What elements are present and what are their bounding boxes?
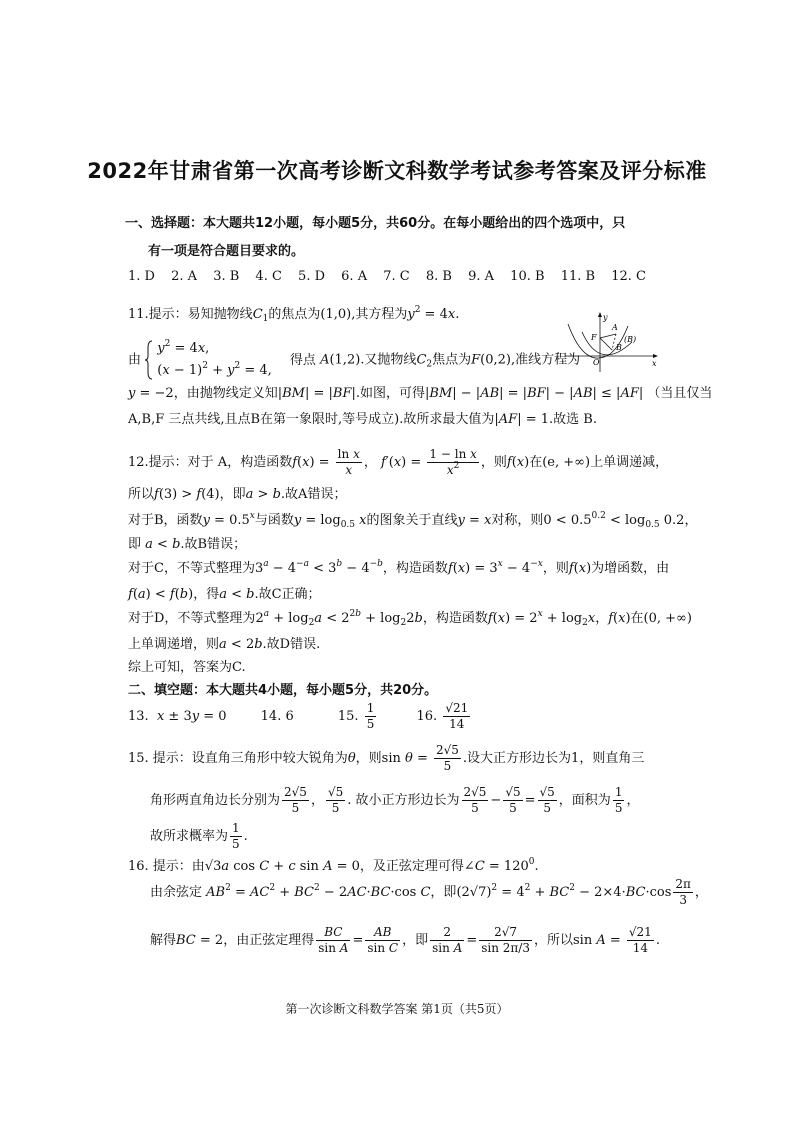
section2-header: 二、填空题：本大题共4小题，每小题5分，共20分。 [128,683,438,698]
hint15-line1: 15. 提示：设直角三角形中较大锐角为θ，则sin θ = $\frac{2√5}{5}$ .设大正方形边长为1，则直角三 [128,743,645,773]
fig-label-f: F [591,333,597,342]
hint11-line1: 11.提示：易知抛物线$C_1$的焦点为(1,0),其方程为$y^2 = 4x$. [128,305,460,324]
choice-answers [128,268,658,286]
fig-label-o: O [593,358,600,367]
hint16-line1: 16. 提示：由√3a cos C + c sin A = 0，及正弦定理可得∠C = $120^0$. [128,857,539,874]
hint12-line7: 对于D，不等式整理为$2^a + \log_2a < 2^{2b} + \log_22b$，构造函数$f(x) = 2^x + \log_2x$，f(x)在(0, +∞) [128,609,692,628]
page-title: 2022年甘肃省第一次高考诊断文科数学考试参考答案及评分标准 [87,159,707,183]
hint16-line2: 由余弦定 $AB^2 = AC^2 + BC^2 - 2AC\cdot BC\cdot\cos$ C，即$(2√7)^2 = 4^2 + BC^2 - 2\times 4\cdot BC\cdot\cos$ $\frac{2\pi}{3}$ ， [150,877,708,907]
hint15-line3: 故所求概率为 $\frac{1}{5}$ . [150,821,248,851]
answer-3: 3. B [213,269,240,284]
hint12-line6: f(a) < f(b)，得a < b.故C正确； [128,587,321,602]
answer-12: 12. C [611,269,646,284]
parabola-figure [560,312,660,374]
hint15-line2: 角形两直角边长分别为 $\frac{2√5}{5}$ ， $\frac{√5}{5}$ . 故小正方形边长为 $\frac{2√5}{5}$ − $\frac{√5}{5}$ = $\frac{√5}{5}$ ，面积为 $\frac{1}{5}$ ， [150,785,640,815]
answer-8: 8. B [425,269,452,284]
fig-label-a: A [612,323,618,332]
hint11-line4: A,B,F 三点共线,且点B在第一象限时,等号成立).故所求最大值为|AF| = 1.故选 B. [128,412,597,427]
hint12-line4: 即 a < b.故B错误； [128,537,247,552]
answer-1: 1. D [128,269,155,284]
answer-5: 5. D [298,269,326,284]
fill-answers: 13. x ± 3y = 0 14. 6 15. $\frac{1}{5}$ 16. $\frac{√21}{14}$ [128,701,469,731]
answer-7: 7. C [383,269,410,284]
fig-label-b-alt: (B) [624,335,637,344]
answer-4: 4. C [255,269,282,284]
answer-11: 11. B [560,269,596,284]
hint12-line1: 12.提示：对于 A，构造函数f(x) = $\frac{\text{ln x}}{x}$ ， f′(x) = $\frac{\text{1 − ln x}}{x^2}$ ，则f(x)在(e, +∞)上单调递减， [128,447,669,477]
section1-header-line1: 一、选择题：本大题共12小题，每小题5分，共60分。在每小题给出的四个选项中，只 [125,216,626,231]
page-footer: 第一次诊断文科数学答案 第1页（共5页） [285,1002,509,1016]
hint11-line3: y = −2，由抛物线定义知|BM| = |BF|.如图，可得|BM| − |AB| = |BF| − |AB| ≤ |AF| （当且仅当 [128,386,713,401]
hint12-line9: 综上可知，答案为C. [128,660,246,675]
fig-label-b: B [616,343,622,352]
answer-9: 9. A [468,269,495,284]
fig-label-x: x [652,359,657,368]
hint12-line5: 对于C，不等式整理为$3^a - 4^{-a} < 3^b - 4^{-b}$，构造函数$f(x) = 3^x - 4^{-x}$，则f(x)为增函数，由 [128,559,670,576]
answer-10: 10. B [510,269,545,284]
answer-6: 6. A [341,269,368,284]
fig-label-y: y [603,313,608,322]
hint16-line3: 解得BC = 2，由正弦定理得 $\frac{BC}{\text{sin A}}$ = $\frac{AB}{\text{sin C}}$ ，即 $\frac{2}{\text{sin A}}$ = $\frac{2√7}{\sin 2\pi/3}$ ，所以sin A = $\frac{√21}{14}$ . [150,925,660,955]
hint11-line2: 由 $y^2 = 4x$, $(x - 1)^2 + y^2 = 4$, 得点 A(1,2).又抛物线$C_2$焦点为F(0,2),准线方程为 [128,338,580,382]
hint12-line3: 对于B，函数$y = 0.5^x$与函数$y = \log_{0.5} x$的图象关于直线y = x对称，则$0 < 0.5^{0.2} < \log_{0.5} 0.2$， [128,511,698,530]
equation-system: $y^2 = 4x$, $(x - 1)^2 + y^2 = 4$, [157,339,272,378]
brace-icon [145,340,153,380]
section1-header-line2: 有一项是符合题目要求的。 [148,244,305,259]
hint12-line2: 所以f(3) > f(4)，即a > b.故A错误； [128,487,347,502]
hint12-line8: 上单调递增，则a < 2b.故D错误. [128,637,321,652]
answer-2: 2. A [171,269,198,284]
